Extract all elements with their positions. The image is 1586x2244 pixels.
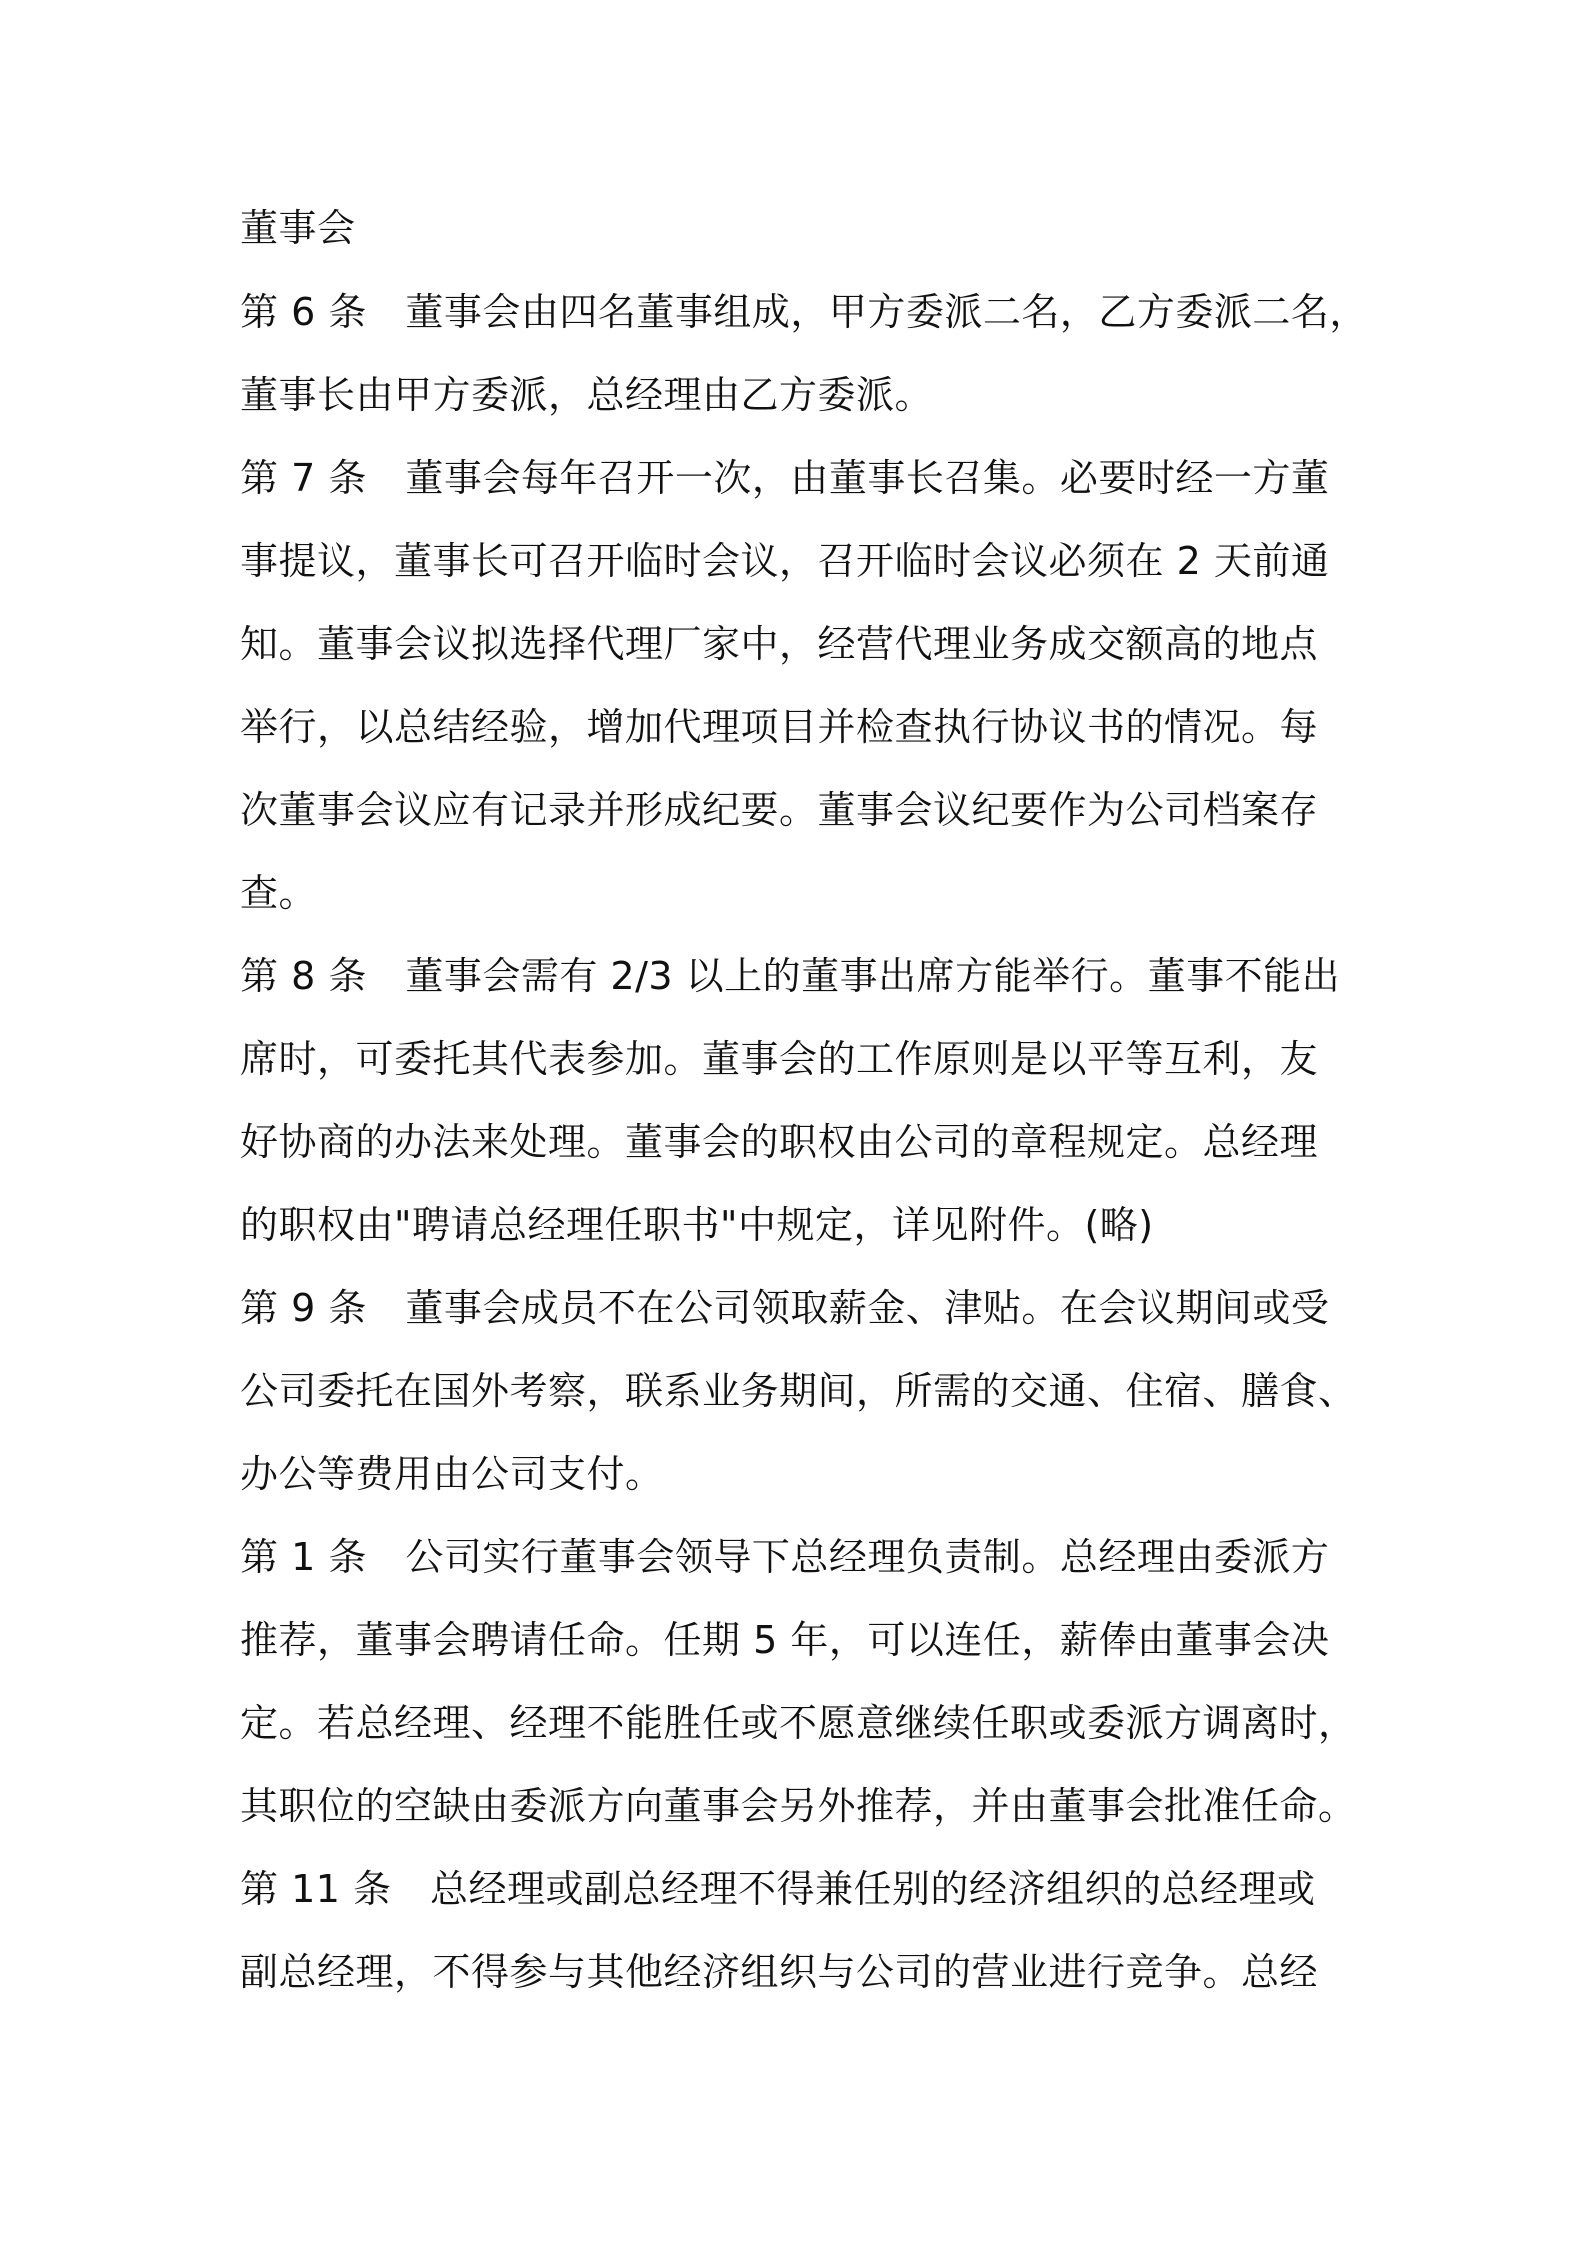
- text-line: 知。董事会议拟选择代理厂家中，经营代理业务成交额高的地点: [240, 622, 1319, 666]
- text-line: 董事长由甲方委派，总经理由乙方委派。: [240, 373, 934, 417]
- text-line: 事提议，董事长可召开临时会议，召开临时会议必须在 2 天前通: [240, 539, 1330, 583]
- text-line: 定。若总经理、经理不能胜任或不愿意继续任职或委派方调离时，: [240, 1701, 1357, 1745]
- text-line: 其职位的空缺由委派方向董事会另外推荐，并由董事会批准任命。: [240, 1784, 1357, 1828]
- text-line: 好协商的办法来处理。董事会的职权由公司的章程规定。总经理: [240, 1120, 1319, 1164]
- text-line: 查。: [240, 871, 318, 915]
- text-line: 举行，以总结经验，增加代理项目并检查执行协议书的情况。每: [240, 705, 1319, 749]
- text-line: 第 6 条 董事会由四名董事组成，甲方委派二名，乙方委派二名，: [240, 290, 1368, 334]
- text-line: 推荐，董事会聘请任命。任期 5 年，可以连任，薪俸由董事会决: [240, 1618, 1330, 1662]
- text-line: 的职权由"聘请总经理任职书"中规定，详见附件。(略): [240, 1203, 1154, 1247]
- text-line: 办公等费用由公司支付。: [240, 1452, 664, 1496]
- text-line: 次董事会议应有记录并形成纪要。董事会议纪要作为公司档案存: [240, 788, 1319, 832]
- text-line: 第 9 条 董事会成员不在公司领取薪金、津贴。在会议期间或受: [240, 1286, 1330, 1330]
- text-line: 公司委托在国外考察，联系业务期间，所需的交通、住宿、膳食、: [240, 1369, 1357, 1413]
- text-line: 第 11 条 总经理或副总经理不得兼任别的经济组织的总经理或: [240, 1867, 1316, 1911]
- text-line: 副总经理，不得参与其他经济组织与公司的营业进行竞争。总经: [240, 1950, 1319, 1994]
- text-line: 席时，可委托其代表参加。董事会的工作原则是以平等互利，友: [240, 1037, 1319, 1081]
- text-line: 第 7 条 董事会每年召开一次，由董事长召集。必要时经一方董: [240, 456, 1330, 500]
- section-heading: 董事会: [240, 206, 356, 250]
- text-line: 第 1 条 公司实行董事会领导下总经理负责制。总经理由委派方: [240, 1535, 1330, 1579]
- text-line: 第 8 条 董事会需有 2/3 以上的董事出席方能举行。董事不能出: [240, 954, 1341, 998]
